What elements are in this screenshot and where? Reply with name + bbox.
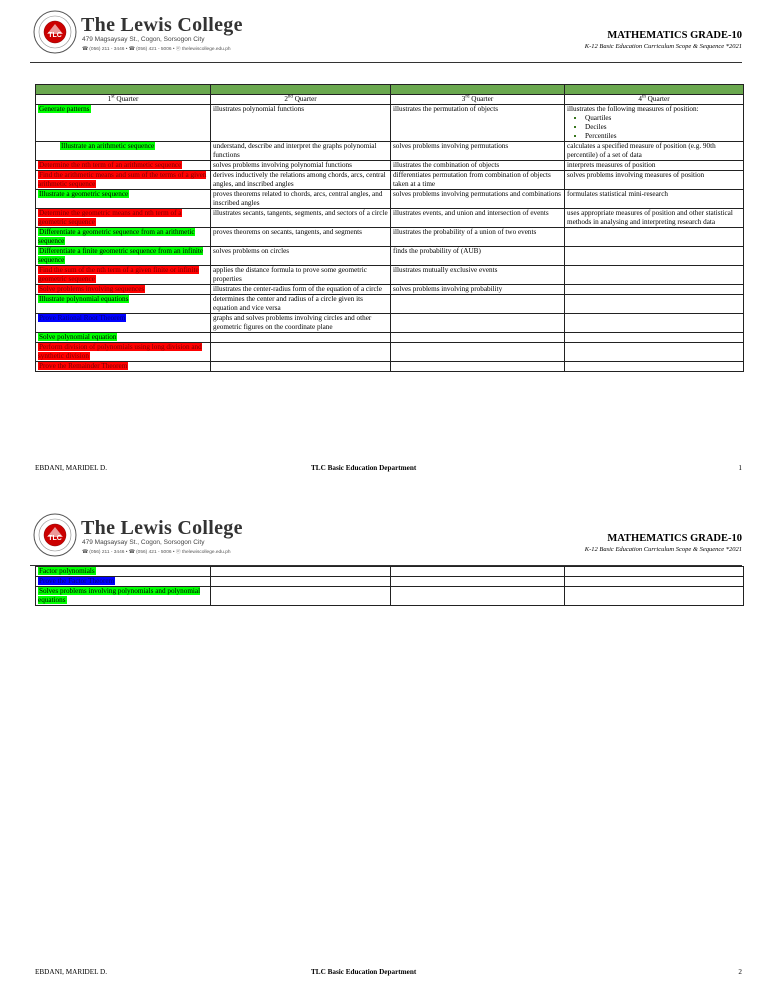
competency-highlight: Solve problems involving sequences bbox=[39, 285, 145, 293]
quarter-3-header: 3rd Quarter bbox=[391, 95, 565, 105]
table-body-page-1 bbox=[36, 105, 744, 372]
page-header bbox=[0, 503, 768, 565]
cell-q2 bbox=[211, 161, 391, 171]
cell-q4 bbox=[565, 142, 744, 161]
cell-q2 bbox=[211, 577, 391, 587]
cell-q3 bbox=[391, 190, 565, 209]
competency-text: differentiates permutation from combination of objects taken at a time bbox=[393, 171, 551, 188]
list-item: ▪ Deciles bbox=[585, 123, 741, 132]
cell-q1 bbox=[36, 171, 211, 190]
cell-q2 bbox=[211, 209, 391, 228]
competency-text: uses appropriate measures of position and other statistical methods in analysing and interpreting research data bbox=[567, 209, 733, 226]
page-2 bbox=[0, 503, 768, 1006]
college-contact: ☎ (056) 211 - 3446 • ☎ (056) 421 - 5006 • ⓦ thelewiscollege.edu.ph bbox=[82, 47, 231, 52]
competency-highlight: Differentiate a finite geometric sequence from an infinite sequence bbox=[38, 247, 204, 264]
competency-text: determines the center and radius of a circle given its equation and vice versa bbox=[213, 295, 363, 312]
competency-highlight: Prove the Remainder Theorem bbox=[39, 362, 128, 370]
footer-department: TLC Basic Education Department bbox=[311, 968, 417, 976]
competency-highlight: Find the arithmetic means and sum of the terms of a given arithmetic sequence bbox=[38, 171, 207, 188]
table-row bbox=[36, 343, 744, 362]
competency-text: finds the probability of (AUB) bbox=[393, 247, 481, 255]
table-band bbox=[36, 85, 744, 95]
measures-of-position-list bbox=[567, 114, 741, 141]
competency-text: applies the distance formula to prove some geometric properties bbox=[213, 266, 367, 283]
cell-q2 bbox=[211, 142, 391, 161]
competency-text: understand, describe and interpret the graphs polynomial functions bbox=[213, 142, 377, 159]
scope-sequence-table bbox=[35, 84, 744, 372]
footer-department: TLC Basic Education Department bbox=[311, 464, 417, 472]
cell-q4 bbox=[565, 161, 744, 171]
cell-q3 bbox=[391, 209, 565, 228]
cell-q3 bbox=[391, 105, 565, 142]
competency-highlight: Determine the geometric means and nth term of a geometric sequence bbox=[38, 209, 182, 226]
subject-title: MATHEMATICS GRADE-10 bbox=[607, 533, 742, 544]
competency-text: solves problems involving permutations bbox=[393, 142, 509, 150]
college-seal-logo bbox=[33, 513, 77, 557]
competency-highlight: Determine the nth term of an arithmetic sequence bbox=[39, 161, 182, 169]
svg-text:TLC: TLC bbox=[48, 32, 62, 39]
cell-q3 bbox=[391, 333, 565, 343]
cell-q1 bbox=[36, 314, 211, 333]
cell-q2 bbox=[211, 190, 391, 209]
table-row bbox=[36, 190, 744, 209]
table-row bbox=[36, 314, 744, 333]
cell-q1 bbox=[36, 577, 211, 587]
page-number: 2 bbox=[738, 968, 742, 976]
competency-text: solves problems on circles bbox=[213, 247, 290, 255]
cell-q3 bbox=[391, 266, 565, 285]
competency-text: illustrates secants, tangents, segments, and sectors of a circle bbox=[213, 209, 388, 217]
cell-q4 bbox=[565, 314, 744, 333]
competency-text: illustrates the center-radius form of the equation of a circle bbox=[213, 285, 382, 293]
svg-text:TLC: TLC bbox=[48, 535, 62, 542]
cell-q3 bbox=[391, 295, 565, 314]
quarter-header-row bbox=[36, 95, 744, 105]
footer-author: EBDANI, MARIDEL D. bbox=[35, 968, 108, 976]
table-row bbox=[36, 577, 744, 587]
cell-q4 bbox=[565, 266, 744, 285]
table-row bbox=[36, 142, 744, 161]
cell-q3 bbox=[391, 567, 565, 577]
competency-text: solves problems involving probability bbox=[393, 285, 503, 293]
competency-text: illustrates the probability of a union of two events bbox=[393, 228, 537, 236]
cell-q3 bbox=[391, 362, 565, 372]
competency-text: proves theorems related to chords, arcs, central angles, and inscribed angles bbox=[213, 190, 383, 207]
cell-q4 bbox=[565, 171, 744, 190]
cell-q3 bbox=[391, 343, 565, 362]
college-name: The Lewis College bbox=[81, 14, 243, 36]
cell-q1 bbox=[36, 142, 211, 161]
competency-text: graphs and solves problems involving circles and other geometric figures on the coordinate plane bbox=[213, 314, 372, 331]
competency-highlight: Factor polynomials bbox=[39, 567, 95, 575]
table-row bbox=[36, 333, 744, 343]
cell-q3 bbox=[391, 587, 565, 606]
cell-q1 bbox=[36, 228, 211, 247]
competency-highlight: Find the sum of the nth term of a given finite or infinite geometric sequence bbox=[38, 266, 199, 283]
table-body-page-2 bbox=[36, 567, 744, 606]
cell-q1 bbox=[36, 161, 211, 171]
cell-q4 bbox=[565, 567, 744, 577]
cell-q4 bbox=[565, 577, 744, 587]
competency-text: illustrates the following measures of position: bbox=[567, 105, 699, 113]
cell-q4 bbox=[565, 343, 744, 362]
table-row bbox=[36, 209, 744, 228]
table-row bbox=[36, 587, 744, 606]
competency-highlight: Differentiate a geometric sequence from an arithmetic sequence bbox=[38, 228, 195, 245]
cell-q4 bbox=[565, 105, 744, 142]
cell-q3 bbox=[391, 285, 565, 295]
competency-text: illustrates the combination of objects bbox=[393, 161, 500, 169]
competency-highlight: Prove the Factor Theorem bbox=[39, 577, 115, 585]
cell-q2 bbox=[211, 343, 391, 362]
list-item: ▪ Quartiles bbox=[585, 114, 741, 123]
competency-text: derives inductively the relations among chords, arcs, central angles, and inscribed angles bbox=[213, 171, 386, 188]
college-seal-logo bbox=[33, 10, 77, 54]
cell-q1 bbox=[36, 190, 211, 209]
cell-q4 bbox=[565, 362, 744, 372]
competency-text: solves problems involving polynomial functions bbox=[213, 161, 352, 169]
list-item: ▪ Percentiles bbox=[585, 132, 741, 141]
cell-q2 bbox=[211, 362, 391, 372]
cell-q3 bbox=[391, 161, 565, 171]
page-1 bbox=[0, 0, 768, 500]
competency-text: illustrates mutually exclusive events bbox=[393, 266, 498, 274]
cell-q2 bbox=[211, 567, 391, 577]
subject-title: MATHEMATICS GRADE-10 bbox=[607, 30, 742, 41]
competency-highlight: Generate patterns bbox=[39, 105, 90, 113]
cell-q1 bbox=[36, 567, 211, 577]
footer-author: EBDANI, MARIDEL D. bbox=[35, 464, 108, 472]
cell-q1 bbox=[36, 343, 211, 362]
cell-q1 bbox=[36, 362, 211, 372]
table-row bbox=[36, 567, 744, 577]
competency-text: calculates a specified measure of position (e.g. 90th percentile) of a set of data bbox=[567, 142, 716, 159]
table-row bbox=[36, 171, 744, 190]
cell-q1 bbox=[36, 247, 211, 266]
competency-highlight: Illustrate polynomial equations bbox=[39, 295, 129, 303]
page-header bbox=[0, 0, 768, 62]
college-name: The Lewis College bbox=[81, 517, 243, 539]
cell-q2 bbox=[211, 333, 391, 343]
cell-q1 bbox=[36, 209, 211, 228]
competency-text: solves problems involving permutations and combinations bbox=[393, 190, 561, 198]
cell-q3 bbox=[391, 577, 565, 587]
scope-sequence-table-continued bbox=[35, 566, 744, 606]
cell-q2 bbox=[211, 228, 391, 247]
table-row bbox=[36, 105, 744, 142]
page-number: 1 bbox=[738, 464, 742, 472]
cell-q2 bbox=[211, 247, 391, 266]
table-row bbox=[36, 266, 744, 285]
curriculum-subtitle: K-12 Basic Education Curriculum Scope & Sequence *2021 bbox=[584, 546, 742, 553]
cell-q2 bbox=[211, 314, 391, 333]
table-row bbox=[36, 285, 744, 295]
cell-q4 bbox=[565, 247, 744, 266]
cell-q4 bbox=[565, 295, 744, 314]
competency-highlight: Solves problems involving polynomials and polynomial equations bbox=[38, 587, 201, 604]
competency-text: formulates statistical mini-research bbox=[567, 190, 668, 198]
cell-q3 bbox=[391, 314, 565, 333]
college-contact: ☎ (056) 211 - 3446 • ☎ (056) 421 - 5006 • ⓦ thelewiscollege.edu.ph bbox=[82, 550, 231, 555]
competency-highlight: Illustrate a geometric sequence bbox=[39, 190, 129, 198]
table-row bbox=[36, 228, 744, 247]
competency-text: interprets measures of position bbox=[567, 161, 656, 169]
competency-highlight: Perform division of polynomials using long division and synthetic division bbox=[38, 343, 202, 360]
cell-q4 bbox=[565, 587, 744, 606]
header-rule bbox=[30, 62, 742, 63]
cell-q4 bbox=[565, 333, 744, 343]
competency-text: proves theorems on secants, tangents, and segments bbox=[213, 228, 362, 236]
competency-text: illustrates the permutation of objects bbox=[393, 105, 498, 113]
cell-q1 bbox=[36, 266, 211, 285]
college-address: 479 Magsaysay St., Cogon, Sorsogon City bbox=[82, 539, 205, 546]
cell-q3 bbox=[391, 171, 565, 190]
cell-q2 bbox=[211, 266, 391, 285]
cell-q2 bbox=[211, 285, 391, 295]
cell-q3 bbox=[391, 142, 565, 161]
college-address: 479 Magsaysay St., Cogon, Sorsogon City bbox=[82, 36, 205, 43]
quarter-1-header: 1st Quarter bbox=[36, 95, 211, 105]
cell-q1 bbox=[36, 105, 211, 142]
table-row bbox=[36, 295, 744, 314]
quarter-4-header: 4th Quarter bbox=[565, 95, 744, 105]
cell-q2 bbox=[211, 105, 391, 142]
competency-highlight: Illustrate an arithmetic sequence bbox=[61, 142, 155, 150]
cell-q4 bbox=[565, 209, 744, 228]
cell-q4 bbox=[565, 228, 744, 247]
cell-q1 bbox=[36, 295, 211, 314]
competency-text: illustrates polynomial functions bbox=[213, 105, 305, 113]
cell-q1 bbox=[36, 587, 211, 606]
competency-text: illustrates events, and union and intersection of events bbox=[393, 209, 549, 217]
competency-highlight: Solve polynomial equation bbox=[39, 333, 117, 341]
competency-highlight: Prove Rational Root Theorem bbox=[39, 314, 126, 322]
cell-q3 bbox=[391, 228, 565, 247]
cell-q4 bbox=[565, 285, 744, 295]
competency-text: solves problems involving measures of position bbox=[567, 171, 705, 179]
cell-q1 bbox=[36, 333, 211, 343]
curriculum-subtitle: K-12 Basic Education Curriculum Scope & Sequence *2021 bbox=[584, 43, 742, 50]
cell-q2 bbox=[211, 587, 391, 606]
table-row bbox=[36, 362, 744, 372]
cell-q4 bbox=[565, 190, 744, 209]
cell-q1 bbox=[36, 285, 211, 295]
table-row bbox=[36, 247, 744, 266]
cell-q2 bbox=[211, 171, 391, 190]
quarter-2-header: 2nd Quarter bbox=[211, 95, 391, 105]
cell-q3 bbox=[391, 247, 565, 266]
cell-q2 bbox=[211, 295, 391, 314]
table-row bbox=[36, 161, 744, 171]
